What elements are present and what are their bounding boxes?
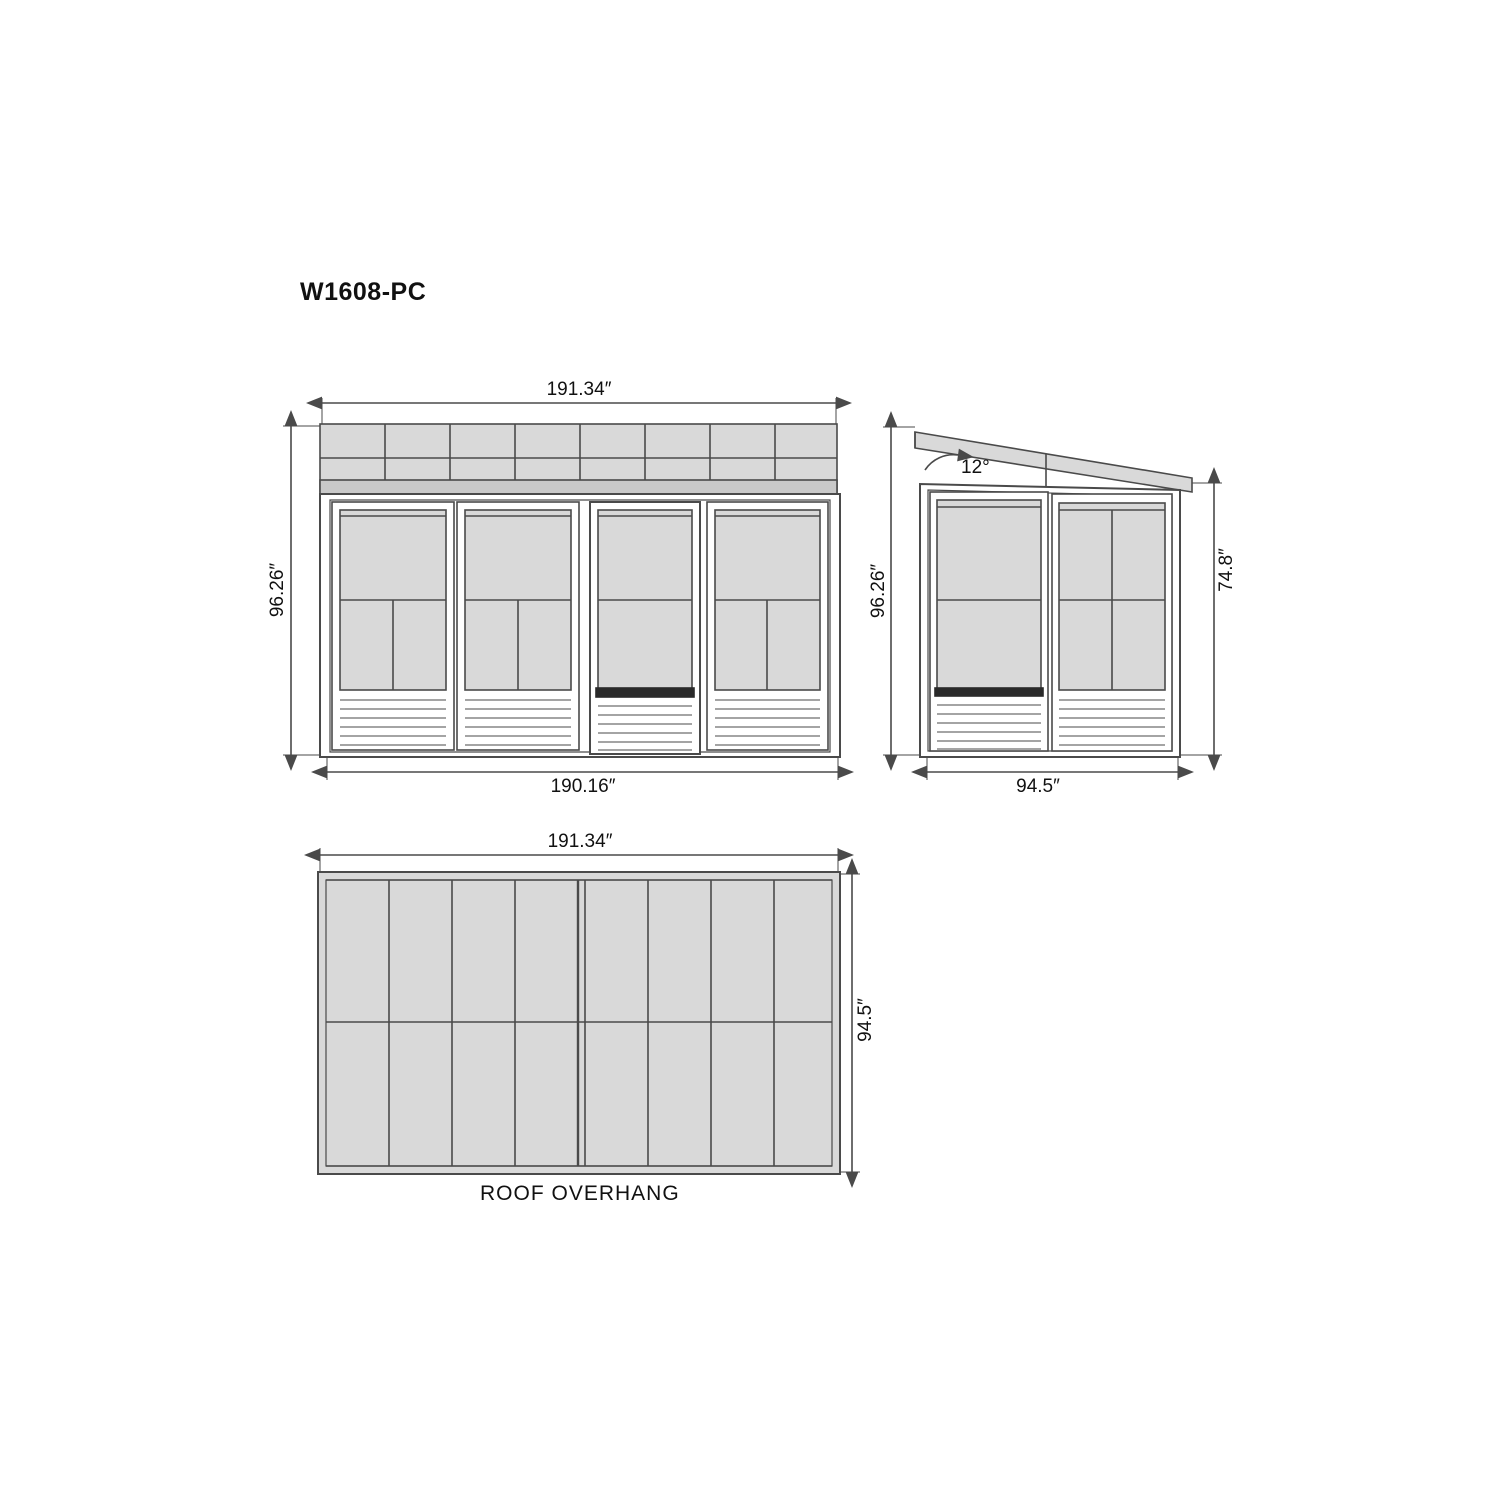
label-roof-depth: 94.5″ [855, 998, 876, 1042]
side-panel-1 [930, 492, 1048, 751]
dimension-front-top-width [322, 398, 836, 424]
label-side-height: 96.26″ [868, 563, 889, 619]
label-side-front-height: 74.8″ [1216, 548, 1237, 592]
label-front-bottom-width: 190.16″ [550, 776, 616, 797]
roof-overhang-caption: ROOF OVERHANG [480, 1182, 680, 1205]
label-front-height: 96.26″ [267, 562, 288, 618]
front-panel-4 [707, 502, 828, 750]
side-panel-2 [1052, 494, 1172, 751]
label-roof-width: 191.34″ [547, 831, 613, 852]
side-elevation-view [915, 432, 1192, 757]
label-front-top-width: 191.34″ [546, 379, 612, 400]
dimension-side-front-height [1180, 483, 1222, 755]
dimension-front-height [283, 426, 320, 755]
label-side-width: 94.5″ [1016, 776, 1060, 797]
roof-angle-indicator [925, 455, 958, 470]
front-elevation-view [320, 424, 840, 757]
front-panel-2 [457, 502, 579, 750]
label-roof-angle: 12° [961, 457, 990, 478]
page-title: W1608-PC [300, 278, 427, 306]
front-panel-1 [332, 502, 454, 750]
front-panel-3-door [590, 502, 700, 754]
roof-plan-view [318, 872, 840, 1174]
